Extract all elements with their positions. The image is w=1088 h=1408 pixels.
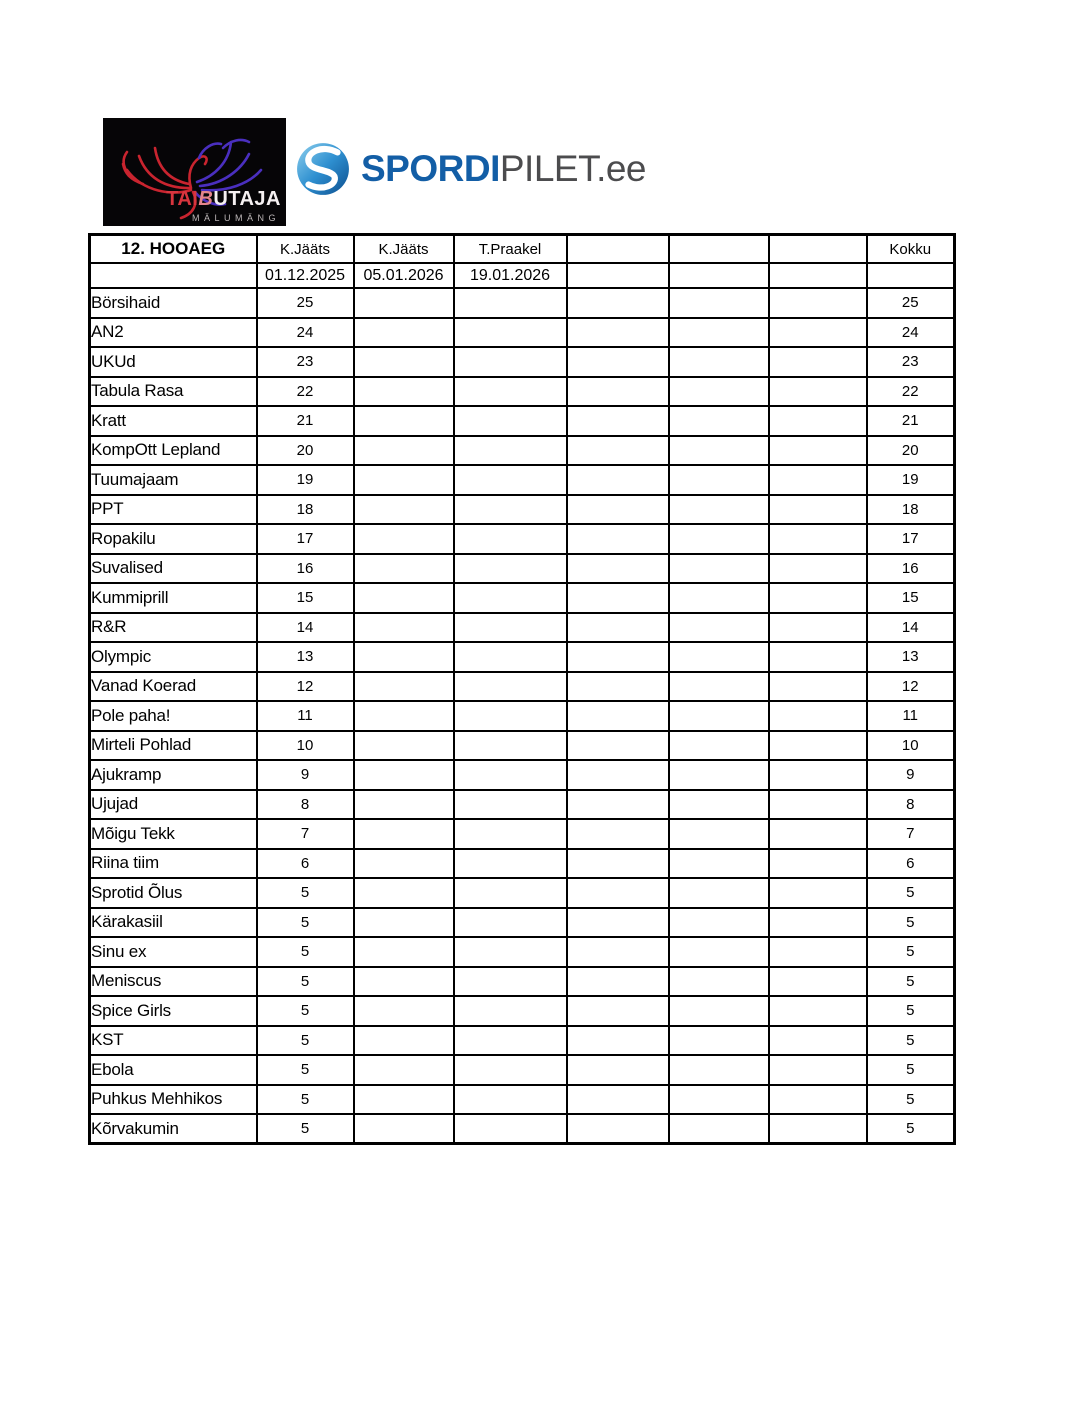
score-cell (669, 613, 769, 643)
score-cell (669, 583, 769, 613)
score-cell (669, 1026, 769, 1056)
team-name-cell: Kratt (90, 406, 257, 436)
team-name-cell: Mirteli Pohlad (90, 731, 257, 761)
score-cell (567, 996, 669, 1026)
table-row (90, 1114, 955, 1144)
score-cell (769, 318, 867, 348)
score-cell (454, 1114, 567, 1144)
team-name-cell: Meniscus (90, 967, 257, 997)
team-name-cell: Tabula Rasa (90, 377, 257, 407)
score-cell (769, 1114, 867, 1144)
score-cell: 6 (257, 849, 354, 879)
table-row (90, 318, 955, 348)
score-cell (769, 524, 867, 554)
score-cell (769, 790, 867, 820)
table-row (90, 1055, 955, 1085)
spordipilet-logo (295, 141, 646, 197)
score-cell (354, 937, 454, 967)
team-name-cell: Vanad Koerad (90, 672, 257, 702)
total-cell: 24 (867, 318, 955, 348)
score-cell (769, 1026, 867, 1056)
table-row (90, 878, 955, 908)
score-cell (567, 849, 669, 879)
score-cell (669, 1055, 769, 1085)
score-cell (354, 613, 454, 643)
score-cell: 5 (257, 1114, 354, 1144)
table-row (90, 1085, 955, 1115)
score-cell (567, 731, 669, 761)
score-cell (669, 790, 769, 820)
score-cell (769, 878, 867, 908)
logo-title-part1: TAI (166, 188, 199, 210)
round-date-empty (669, 263, 769, 288)
team-name-cell: Tuumajaam (90, 465, 257, 495)
round-date-empty (567, 263, 669, 288)
total-cell: 5 (867, 967, 955, 997)
score-cell: 13 (257, 642, 354, 672)
score-cell (454, 819, 567, 849)
score-cell (454, 495, 567, 525)
total-cell: 9 (867, 760, 955, 790)
team-name-cell: KST (90, 1026, 257, 1056)
table-row (90, 613, 955, 643)
table-row (90, 701, 955, 731)
score-cell (454, 1085, 567, 1115)
score-cell (454, 288, 567, 318)
score-cell: 5 (257, 1085, 354, 1115)
score-cell: 12 (257, 672, 354, 702)
score-cell: 5 (257, 937, 354, 967)
score-cell (567, 760, 669, 790)
team-name-cell: Börsihaid (90, 288, 257, 318)
table-row (90, 819, 955, 849)
score-cell (454, 318, 567, 348)
round-date: 05.01.2026 (354, 263, 454, 288)
score-cell (567, 524, 669, 554)
score-cell (354, 495, 454, 525)
table-row (90, 1026, 955, 1056)
total-cell: 5 (867, 1114, 955, 1144)
team-name-cell: AN2 (90, 318, 257, 348)
score-cell (769, 819, 867, 849)
score-cell (669, 701, 769, 731)
table-row (90, 554, 955, 584)
round-header: K.Jääts (354, 235, 454, 264)
score-cell (769, 731, 867, 761)
team-name-cell: Pole paha! (90, 701, 257, 731)
score-cell (567, 819, 669, 849)
team-name-cell: Mõigu Tekk (90, 819, 257, 849)
team-name-cell: PPT (90, 495, 257, 525)
score-cell (354, 819, 454, 849)
score-cell (567, 288, 669, 318)
score-cell (769, 1055, 867, 1085)
score-cell (669, 819, 769, 849)
score-cell (567, 967, 669, 997)
round-header-empty (669, 235, 769, 264)
score-cell (354, 760, 454, 790)
dates-row (90, 263, 955, 288)
season-title: 12. HOOAEG (90, 235, 257, 264)
table-row (90, 436, 955, 466)
score-cell (354, 701, 454, 731)
score-cell: 10 (257, 731, 354, 761)
score-cell (669, 554, 769, 584)
score-cell (567, 908, 669, 938)
score-cell (669, 495, 769, 525)
round-date-empty (769, 263, 867, 288)
team-name-cell: Suvalised (90, 554, 257, 584)
team-name-cell: KompOtt Lepland (90, 436, 257, 466)
score-cell (769, 937, 867, 967)
logo-title-part2: B (198, 188, 214, 210)
score-cell (669, 760, 769, 790)
score-cell (769, 996, 867, 1026)
score-cell (354, 1026, 454, 1056)
score-cell (454, 406, 567, 436)
score-cell (669, 465, 769, 495)
total-header: Kokku (867, 235, 955, 264)
score-cell (769, 613, 867, 643)
round-date: 19.01.2026 (454, 263, 567, 288)
score-cell (669, 436, 769, 466)
score-cell (354, 790, 454, 820)
score-cell: 20 (257, 436, 354, 466)
score-cell: 21 (257, 406, 354, 436)
total-cell: 5 (867, 996, 955, 1026)
score-cell (567, 465, 669, 495)
score-cell (567, 1085, 669, 1115)
score-cell: 5 (257, 878, 354, 908)
score-cell (567, 642, 669, 672)
team-name-cell: Puhkus Mehhikos (90, 1085, 257, 1115)
table-row (90, 406, 955, 436)
score-cell (454, 642, 567, 672)
table-row (90, 288, 955, 318)
total-cell: 25 (867, 288, 955, 318)
score-cell (454, 731, 567, 761)
total-cell: 7 (867, 819, 955, 849)
score-cell (354, 967, 454, 997)
round-header-empty (769, 235, 867, 264)
score-cell (354, 465, 454, 495)
score-cell: 14 (257, 613, 354, 643)
round-header-empty (567, 235, 669, 264)
score-cell: 22 (257, 377, 354, 407)
total-cell: 5 (867, 1085, 955, 1115)
table-row (90, 465, 955, 495)
score-cell (567, 406, 669, 436)
score-cell (567, 1055, 669, 1085)
score-cell (769, 1085, 867, 1115)
empty-cell (90, 263, 257, 288)
score-cell (769, 406, 867, 436)
score-cell: 5 (257, 996, 354, 1026)
score-cell (567, 377, 669, 407)
season-results-table (88, 233, 956, 1145)
score-cell: 25 (257, 288, 354, 318)
score-cell (454, 583, 567, 613)
score-cell (354, 524, 454, 554)
table-head (90, 235, 955, 289)
team-name-cell: Ebola (90, 1055, 257, 1085)
score-cell (669, 377, 769, 407)
table-row (90, 731, 955, 761)
score-cell: 5 (257, 1055, 354, 1085)
total-cell: 5 (867, 908, 955, 938)
score-cell (454, 672, 567, 702)
score-cell (567, 347, 669, 377)
total-cell: 8 (867, 790, 955, 820)
total-cell: 5 (867, 937, 955, 967)
team-name-cell: Kummiprill (90, 583, 257, 613)
score-cell: 16 (257, 554, 354, 584)
round-header: T.Praakel (454, 235, 567, 264)
taibutaja-logo (103, 118, 286, 226)
brand-name-part2: PILET.ee (499, 148, 647, 189)
score-cell: 23 (257, 347, 354, 377)
score-cell (354, 1114, 454, 1144)
score-cell (454, 465, 567, 495)
team-name-cell: Sinu ex (90, 937, 257, 967)
score-cell (669, 849, 769, 879)
table-body (90, 288, 955, 1144)
logo-subtitle: MÄLUMÄNG (191, 213, 280, 223)
score-cell (354, 996, 454, 1026)
team-name-cell: Spice Girls (90, 996, 257, 1026)
spordipilet-swoosh-icon (295, 141, 351, 197)
score-cell (769, 908, 867, 938)
team-name-cell: Riina tiim (90, 849, 257, 879)
score-cell (669, 288, 769, 318)
total-cell: 13 (867, 642, 955, 672)
score-cell (769, 288, 867, 318)
score-cell (769, 967, 867, 997)
score-cell: 11 (257, 701, 354, 731)
table-row (90, 937, 955, 967)
score-cell (354, 1085, 454, 1115)
table-row (90, 967, 955, 997)
score-cell (354, 406, 454, 436)
score-cell (354, 288, 454, 318)
table-row (90, 790, 955, 820)
score-cell (769, 465, 867, 495)
score-cell: 7 (257, 819, 354, 849)
table-row (90, 347, 955, 377)
score-cell (454, 347, 567, 377)
score-cell (669, 878, 769, 908)
score-cell (669, 937, 769, 967)
score-cell (669, 347, 769, 377)
score-cell (769, 583, 867, 613)
score-cell (669, 1085, 769, 1115)
score-cell (769, 554, 867, 584)
total-cell: 19 (867, 465, 955, 495)
round-header: K.Jääts (257, 235, 354, 264)
score-cell (669, 908, 769, 938)
brand-wordmark (361, 148, 646, 190)
score-cell (354, 436, 454, 466)
total-cell: 18 (867, 495, 955, 525)
total-cell: 11 (867, 701, 955, 731)
score-cell (669, 996, 769, 1026)
score-cell (769, 347, 867, 377)
score-cell (567, 937, 669, 967)
score-cell (567, 495, 669, 525)
brand-name-part1: SPORDI (361, 148, 500, 189)
score-cell (454, 790, 567, 820)
score-cell (354, 908, 454, 938)
score-cell: 24 (257, 318, 354, 348)
score-cell (454, 436, 567, 466)
table-row (90, 495, 955, 525)
table-row (90, 583, 955, 613)
score-cell: 5 (257, 1026, 354, 1056)
score-cell (454, 1055, 567, 1085)
score-cell: 15 (257, 583, 354, 613)
empty-cell (867, 263, 955, 288)
team-name-cell: Kõrvakumin (90, 1114, 257, 1144)
score-cell (567, 1114, 669, 1144)
score-cell (454, 937, 567, 967)
table-row (90, 996, 955, 1026)
score-cell (454, 878, 567, 908)
score-cell (354, 347, 454, 377)
table-row (90, 908, 955, 938)
team-name-cell: UKUd (90, 347, 257, 377)
total-cell: 5 (867, 878, 955, 908)
score-cell (669, 1114, 769, 1144)
table-row (90, 642, 955, 672)
score-cell (669, 672, 769, 702)
score-cell (454, 524, 567, 554)
score-cell (354, 554, 454, 584)
team-name-cell: Olympic (90, 642, 257, 672)
total-cell: 10 (867, 731, 955, 761)
table-row (90, 760, 955, 790)
score-cell: 19 (257, 465, 354, 495)
total-cell: 5 (867, 1055, 955, 1085)
score-cell (454, 849, 567, 879)
score-cell (454, 967, 567, 997)
score-cell: 8 (257, 790, 354, 820)
round-date: 01.12.2025 (257, 263, 354, 288)
score-cell (669, 524, 769, 554)
total-cell: 12 (867, 672, 955, 702)
score-cell (669, 967, 769, 997)
header-row (90, 235, 955, 264)
score-cell: 5 (257, 967, 354, 997)
score-cell (567, 672, 669, 702)
score-cell (669, 642, 769, 672)
score-cell (354, 583, 454, 613)
score-cell (354, 377, 454, 407)
score-cell (454, 554, 567, 584)
score-cell (567, 701, 669, 731)
score-cell (567, 613, 669, 643)
score-cell (769, 377, 867, 407)
score-cell (454, 613, 567, 643)
total-cell: 16 (867, 554, 955, 584)
score-cell (567, 878, 669, 908)
score-cell (769, 642, 867, 672)
table-row (90, 524, 955, 554)
total-cell: 17 (867, 524, 955, 554)
team-name-cell: Kärakasiil (90, 908, 257, 938)
score-cell (567, 1026, 669, 1056)
total-cell: 15 (867, 583, 955, 613)
table-row (90, 849, 955, 879)
table-row (90, 672, 955, 702)
score-cell (769, 495, 867, 525)
total-cell: 6 (867, 849, 955, 879)
score-cell (769, 672, 867, 702)
total-cell: 20 (867, 436, 955, 466)
score-cell (354, 672, 454, 702)
score-cell (454, 701, 567, 731)
team-name-cell: Ajukramp (90, 760, 257, 790)
score-cell: 5 (257, 908, 354, 938)
total-cell: 21 (867, 406, 955, 436)
team-name-cell: Ujujad (90, 790, 257, 820)
score-cell (454, 908, 567, 938)
score-cell (354, 731, 454, 761)
total-cell: 23 (867, 347, 955, 377)
team-name-cell: Ropakilu (90, 524, 257, 554)
logo-title-part3: UTAJA (213, 188, 281, 210)
score-cell: 17 (257, 524, 354, 554)
logo-title (166, 188, 281, 211)
score-cell (354, 849, 454, 879)
table-row (90, 377, 955, 407)
score-cell (454, 760, 567, 790)
score-cell (567, 436, 669, 466)
score-cell (567, 790, 669, 820)
score-cell (354, 878, 454, 908)
score-cell (769, 849, 867, 879)
team-name-cell: R&R (90, 613, 257, 643)
score-cell: 18 (257, 495, 354, 525)
total-cell: 5 (867, 1026, 955, 1056)
score-cell (354, 642, 454, 672)
score-cell (769, 760, 867, 790)
score-cell (567, 583, 669, 613)
score-cell (567, 554, 669, 584)
score-cell (769, 436, 867, 466)
score-cell: 9 (257, 760, 354, 790)
score-cell (454, 1026, 567, 1056)
score-cell (454, 996, 567, 1026)
score-cell (567, 318, 669, 348)
score-cell (669, 731, 769, 761)
score-cell (454, 377, 567, 407)
score-cell (669, 406, 769, 436)
total-cell: 14 (867, 613, 955, 643)
total-cell: 22 (867, 377, 955, 407)
score-cell (669, 318, 769, 348)
score-cell (354, 1055, 454, 1085)
team-name-cell: Sprotid Õlus (90, 878, 257, 908)
score-cell (354, 318, 454, 348)
score-cell (769, 701, 867, 731)
